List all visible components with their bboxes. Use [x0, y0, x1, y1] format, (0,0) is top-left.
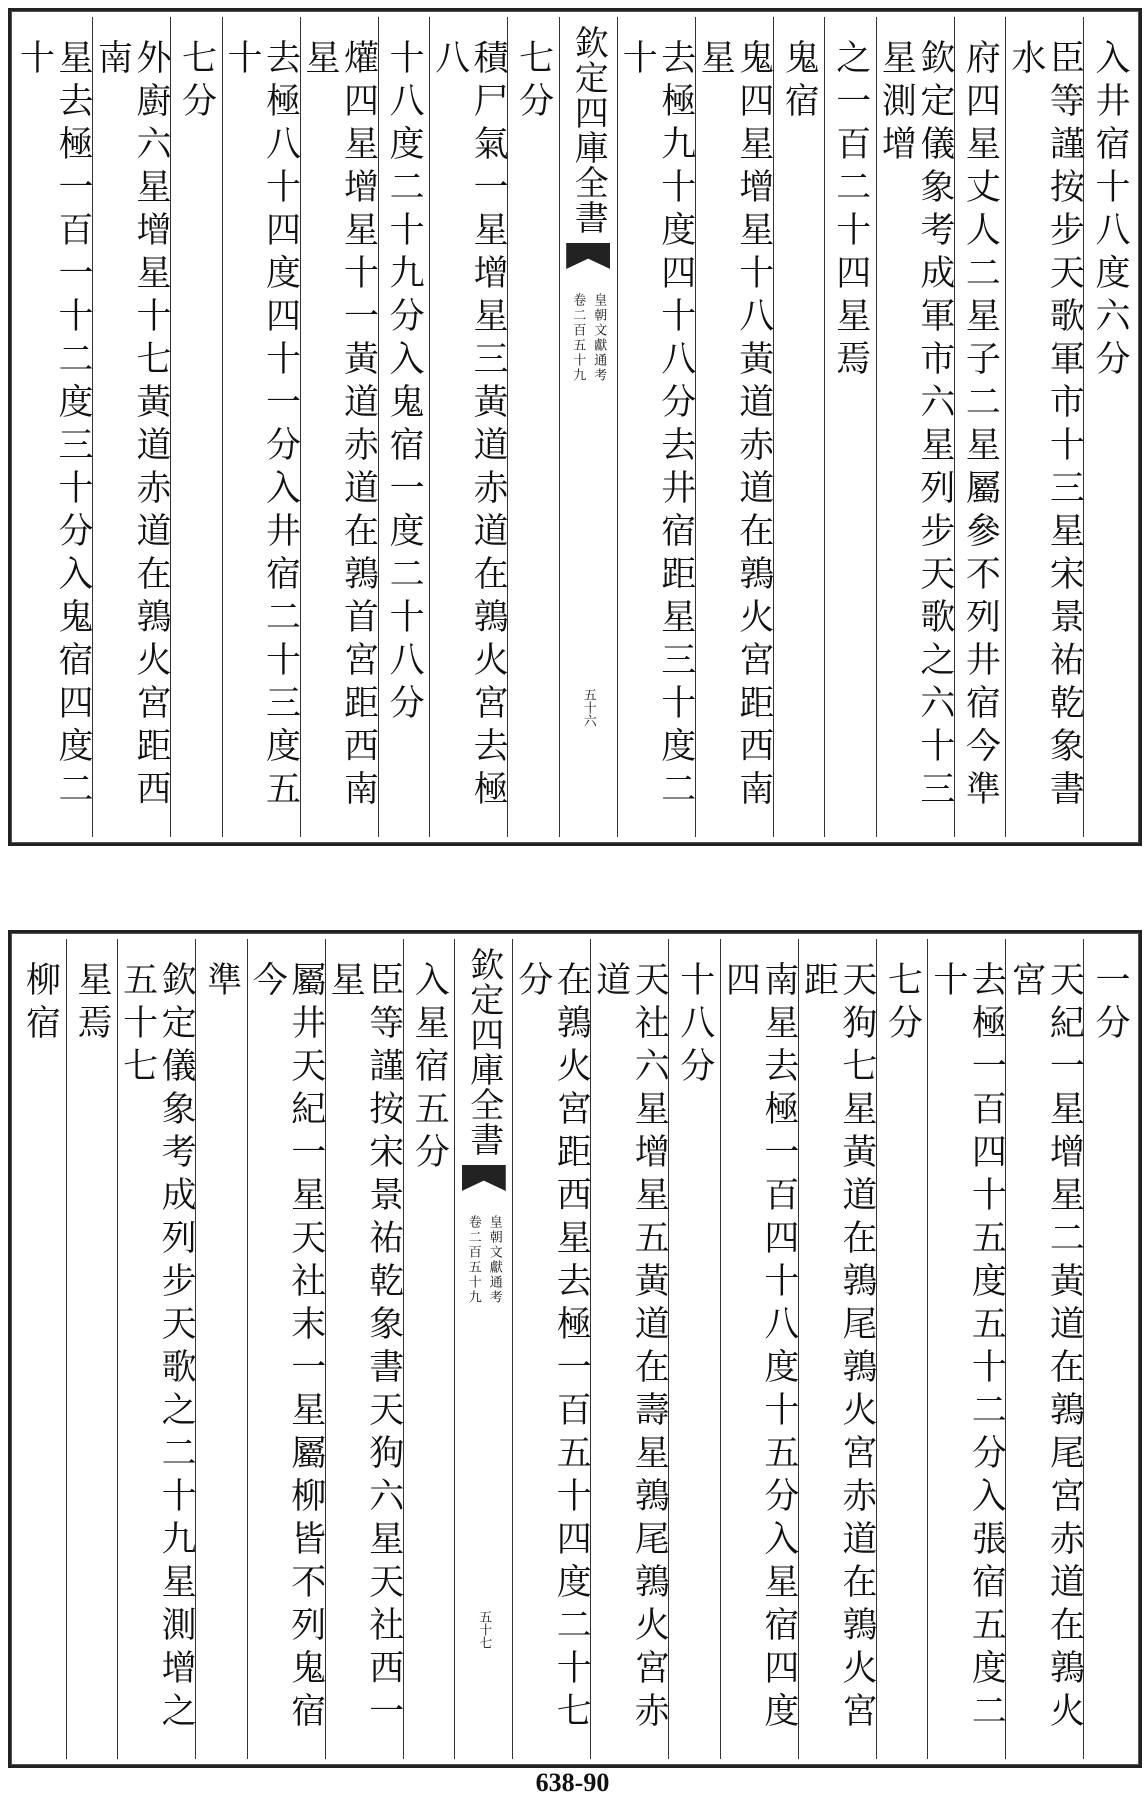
text-column: [15, 939, 66, 1759]
fold-caption-title: 皇朝文獻通考: [591, 293, 607, 383]
column-text: 七分: [882, 961, 923, 1047]
column-text: 天狗七星黃道在鶉尾鶉火宮赤道在鶉火宮距: [798, 961, 877, 1735]
text-column: [876, 939, 928, 1759]
text-column: [1005, 17, 1083, 837]
text-column: [617, 17, 695, 837]
text-column: [798, 939, 876, 1759]
column-text: 臣等謹按宋景祐乾象書天狗六星天社西一星: [325, 961, 404, 1735]
column-text: 外廚六星增星十七黃道赤道在鶉火宮距西南: [92, 39, 171, 813]
page-footer-number: 638-90: [535, 1768, 610, 1797]
text-column: [1005, 939, 1083, 1759]
center-fold: [559, 17, 617, 837]
text-column: [300, 17, 378, 837]
column-text: 十八度二十九分入鬼宿一度二十八分: [384, 39, 425, 727]
text-column: [954, 17, 1006, 837]
column-text: 臣等謹按步天歌軍市十三星宋景祐乾象書水: [1005, 39, 1085, 813]
fold-caption-volume: 卷二百五十九: [570, 293, 586, 383]
top-columns: [15, 17, 1135, 837]
column-text: 七分: [176, 39, 217, 125]
column-text: 一分: [1089, 961, 1130, 1047]
column-text: 欽定儀象考成軍市六星列步天歌之六十三星測增: [876, 39, 955, 813]
text-column: [92, 17, 170, 837]
column-text: 星去極一百一十二度三十分入鬼宿四度二十: [14, 39, 93, 813]
column-text: 去極八十四度四十一分入井宿二十三度五十: [222, 39, 301, 813]
text-column: [927, 939, 1005, 1759]
text-column: [824, 17, 876, 837]
column-text: 十八分: [674, 961, 715, 1090]
text-column: [695, 17, 773, 837]
fishtail-mark-icon: [462, 1165, 506, 1191]
column-text: 之一百二十四星焉: [830, 39, 871, 383]
column-text: 鬼四星增星十八黃道赤道在鶉火宮距西南星: [695, 39, 774, 813]
text-column: [1083, 939, 1135, 1759]
folio-number: 五十七: [476, 1610, 492, 1649]
fishtail-mark-icon: [566, 243, 610, 269]
text-column: [247, 939, 325, 1759]
column-text: 去極一百四十五度五十二分入張宿五度二十: [927, 961, 1007, 1735]
center-fold: [454, 939, 512, 1759]
column-text: 在鶉火宮距西星去極一百五十四度二十七分: [512, 961, 592, 1735]
column-text: 星焉: [72, 961, 113, 1047]
book-title: 欽定四庫全書: [568, 25, 609, 235]
column-text: 南星去極一百四十八度十五分入星宿四度四: [720, 961, 799, 1735]
text-column: [378, 17, 430, 837]
column-text: 屬井天紀一星天社末一星屬柳皆不列鬼宿今: [247, 961, 326, 1735]
fold-caption-volume: 卷二百五十九: [465, 1215, 481, 1305]
text-column: [720, 939, 798, 1759]
text-column: [325, 939, 403, 1759]
top-page: [8, 8, 1142, 846]
text-column: [195, 939, 247, 1759]
column-text: 去極九十度四十八分去井宿距星三十度二十: [617, 39, 696, 813]
column-text: 天社六星增星五黃道在壽星鶉尾鶉火宮赤道: [590, 961, 670, 1735]
text-column: [773, 17, 825, 837]
text-column: [590, 939, 668, 1759]
text-column: [222, 17, 300, 837]
fold-caption: [568, 293, 608, 383]
column-text: 天紀一星增星二黃道在鶉尾宮赤道在鶉火宮: [1005, 961, 1085, 1735]
text-column: [429, 17, 507, 837]
folio-number: 五十六: [580, 688, 596, 727]
text-column: [507, 17, 559, 837]
column-text: 入井宿十八度六分: [1089, 39, 1130, 383]
text-column: [876, 17, 954, 837]
column-text: 準: [201, 961, 242, 1004]
bottom-columns: [15, 939, 1135, 1759]
text-column: [1083, 17, 1135, 837]
text-column: [403, 939, 455, 1759]
text-column: [668, 939, 720, 1759]
text-column: [512, 939, 590, 1759]
text-column: [170, 17, 222, 837]
fold-caption-title: 皇朝文獻通考: [486, 1215, 502, 1305]
column-text: 鬼宿: [779, 39, 820, 125]
column-text: 七分: [513, 39, 554, 125]
book-title: 欽定四庫全書: [463, 947, 504, 1157]
text-column: [117, 939, 195, 1759]
text-column: [66, 939, 118, 1759]
bottom-page: [8, 930, 1142, 1768]
column-text: 欽定儀象考成列步天歌之二十九星測增之五十七: [117, 961, 197, 1735]
text-column: [15, 17, 92, 837]
fold-caption: [464, 1215, 504, 1305]
column-text: 爟四星增星十一黃道赤道在鶉首宮距西南星: [300, 39, 379, 813]
column-text: 柳宿: [20, 961, 61, 1047]
column-text: 入星宿五分: [409, 961, 450, 1176]
column-text: 府四星丈人二星子二星屬參不列井宿今準: [960, 39, 1001, 813]
column-text: 積尸氣一星增星三黃道赤道在鶉火宮去極八: [429, 39, 509, 813]
